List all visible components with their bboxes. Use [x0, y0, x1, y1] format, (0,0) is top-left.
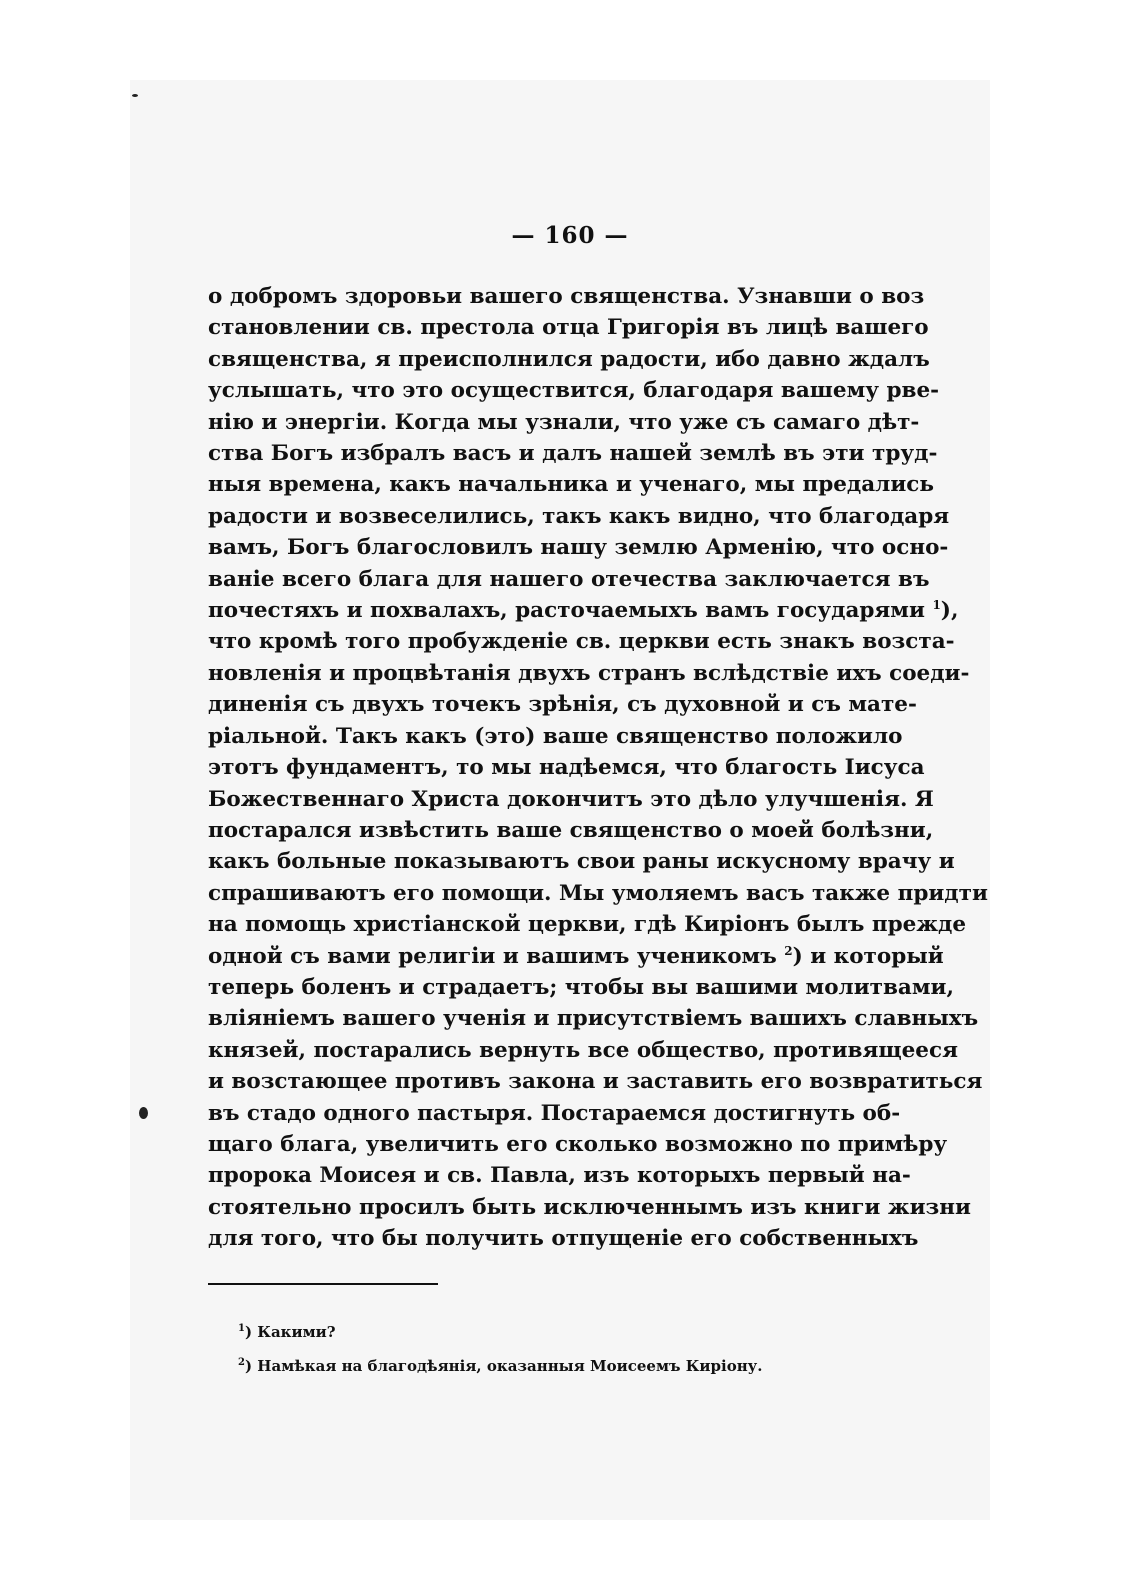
- text-line: въ стадо одного пастыря. Постараемся достигнуть об-: [208, 1100, 901, 1126]
- footnote-mark: 1: [238, 1323, 245, 1334]
- footnote-paren: ): [244, 1323, 253, 1341]
- text-line: ныя времена, какъ начальника и ученаго, мы предались: [208, 472, 934, 498]
- text-line: диненія съ двухъ точекъ зрѣнія, съ духовной и съ мате-: [208, 692, 917, 718]
- body-text: [208, 281, 988, 1255]
- text-line: князей, постарались вернуть все общество, противящееся: [208, 1037, 958, 1063]
- footnote-ref[interactable]: 1: [932, 598, 941, 613]
- text-line: [208, 941, 944, 972]
- text-line: услышать, что это осуществится, благодаря вашему рве-: [208, 378, 940, 404]
- text-segment: ),: [940, 598, 959, 624]
- text-line: вамъ, Богъ благословилъ нашу землю Арменію, что осно-: [208, 535, 949, 561]
- text-line: вліяніемъ вашего ученія и присутствіемъ вашихъ славныхъ: [208, 1006, 979, 1032]
- text-line: спрашиваютъ его помощи. Мы умоляемъ васъ также придти: [208, 880, 988, 906]
- footnote-ref[interactable]: 2: [784, 943, 793, 958]
- footnote-text: Какими?: [252, 1323, 336, 1341]
- text-line: о добромъ здоровьи вашего священства. Узнавши о воз: [208, 284, 925, 309]
- page-number: — 160 —: [511, 222, 629, 249]
- scan-speck: [132, 94, 138, 97]
- footnote-paren: ): [244, 1357, 253, 1375]
- text-line: становлении св. престола отца Григорія въ лицѣ вашего: [208, 315, 929, 341]
- footnote-1: [238, 1323, 336, 1341]
- text-line: на помощь христіанской церкви, гдѣ Киріонъ былъ прежде: [208, 912, 967, 938]
- text-line: теперь боленъ и страдаетъ; чтобы вы вашими молитвами,: [208, 974, 954, 1000]
- footnote-divider: [208, 1283, 438, 1285]
- footnote-text: Намѣкая на благодѣянія, оказанныя Моисеемъ Киріону.: [252, 1357, 763, 1375]
- text-line: ріальной. Такъ какъ (это) ваше священство положило: [208, 723, 903, 749]
- text-line: пророка Моисея и св. Павла, изъ которыхъ первый на-: [208, 1163, 911, 1189]
- text-line: какъ больные показываютъ свои раны искусному врачу и: [208, 849, 955, 875]
- text-line: радости и возвеселились, такъ какъ видно, что благодаря: [208, 503, 950, 529]
- text-line: ваніе всего блага для нашего отечества заключается въ: [208, 566, 930, 592]
- text-line: [208, 595, 959, 626]
- text-segment: почестяхъ и похвалахъ, расточаемыхъ вамъ государями: [208, 598, 925, 624]
- text-line: стоятельно просилъ быть исключеннымъ изъ книги жизни: [208, 1194, 971, 1220]
- text-line: щаго блага, увеличить его сколько возможно по примѣру: [208, 1131, 948, 1157]
- text-line: для того, что бы получить отпущеніе его собственныхъ: [208, 1226, 919, 1252]
- text-segment: ) и который: [792, 943, 944, 969]
- text-line: этотъ фундаментъ, то мы надѣемся, что благость Іисуса: [208, 755, 925, 781]
- text-line: нію и энергіи. Когда мы узнали, что уже съ самаго дѣт-: [208, 409, 920, 435]
- text-line: что кромѣ того пробужденіе св. церкви есть знакъ возста-: [208, 629, 955, 655]
- footnote-mark: 2: [238, 1357, 245, 1368]
- text-line: ства Богъ избралъ васъ и далъ нашей землѣ въ эти труд-: [208, 441, 938, 467]
- text-line: священства, я преисполнился радости, ибо давно ждалъ: [208, 346, 930, 372]
- text-line: Божественнаго Христа докончитъ это дѣло улучшенія. Я: [208, 786, 934, 812]
- footnote-2: [238, 1357, 763, 1375]
- text-line: новленія и процвѣтанія двухъ странъ вслѣдствіе ихъ соеди-: [208, 660, 970, 686]
- text-segment: одной съ вами религіи и вашимъ ученикомъ: [208, 943, 777, 969]
- text-line: постарался извѣстить ваше священство о моей болѣзни,: [208, 817, 934, 843]
- text-line: и возстающее противъ закона и заставить его возвратиться: [208, 1069, 983, 1095]
- scan-speck: [139, 1107, 148, 1119]
